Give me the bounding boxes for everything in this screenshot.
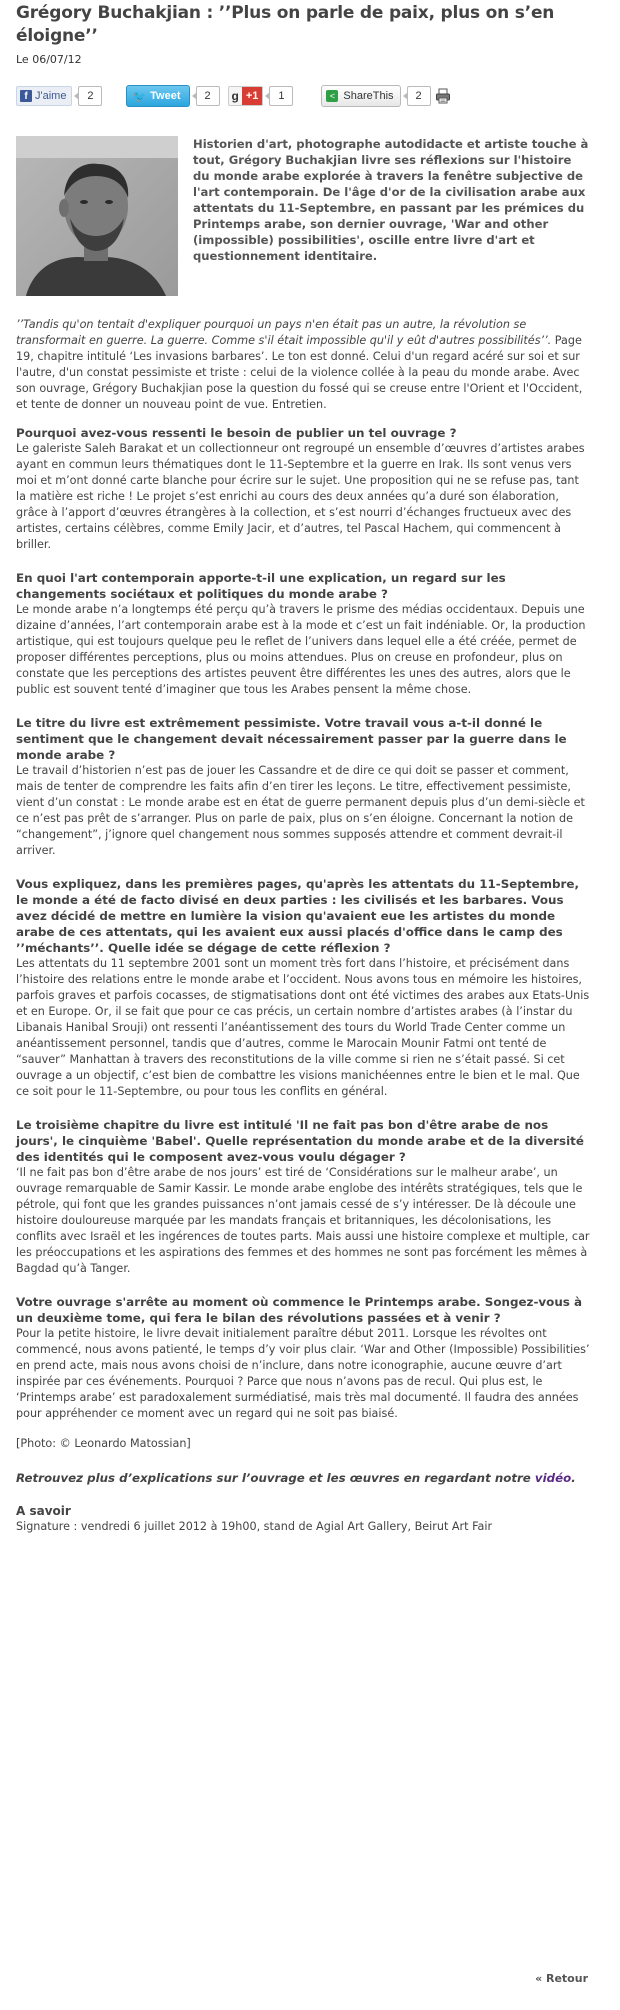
tweet-button[interactable] (126, 85, 189, 107)
answer: Pour la petite histoire, le livre devait initialement paraître début 2011. Lorsque les révoltes ont commencé, nous avons patienté, le temps d’y voir plus clair. ‘War and Other (Impossible) Possibilities’ en prend acte, mais nous avons choisi de n’inclure, dans notre iconographie, aucune œuvre d’art inspirée par ces événements. Pourquoi ? Parce que nous n’avons pas de recul. Qui plus est, le ‘Printemps arabe’ est paradoxalement surmédiatisé, mais très mal documenté. Il faudra des années pour appréhender ce moment avec un regard qui ne soit pas biaisé. (16, 1327, 590, 1420)
answer: Le galeriste Saleh Barakat et un collectionneur ont regroupé un ensemble d’œuvres d’artistes arabes ayant en commun leurs thématiques dont le 11-Septembre et la guerre en Irak. Ils sont venus vers moi et m’ont donné carte blanche pour écrire sur le sujet. Une proposition qui ne se refuse pas, tant la matière est riche ! Le projet s’est enrichi au cours des deux années qu’a duré son élaboration, grâce à l’apport d’œuvres étrangères à la collection, et s’est nourri d’échanges fructueux avec des artistes, certains célèbres, comme Emily Jacir, et d’autres, tel Pascal Hachem, qui commencent à briller. (16, 442, 585, 551)
qa-block (16, 425, 590, 553)
qa-block (16, 715, 590, 859)
answer: Le travail d’historien n’est pas de jouer les Cassandre et de dire ce qui doit se passer et comment, mais de tenter de comprendre les faits afin d’en tirer les leçons. Le titre, effectivement pessimiste, vient d’un constat : Le monde arabe est en état de guerre permanent depuis plus d’un demi-siècle et ce n’est pas prêt de s’arranger. Plus on parle de paix, plus on s’en éloigne. Concernant la notion de “changement”, j’ignore quel changement nous sommes supposés attendre et comment devrait-il arriver. (16, 764, 585, 857)
share-bar (16, 83, 590, 109)
retour-link[interactable]: « Retour (535, 1972, 588, 1985)
question: En quoi l'art contemporain apporte-t-il une explication, un regard sur les changements sociétaux et politiques du monde arabe ? (16, 571, 506, 601)
qa-block (16, 1294, 590, 1422)
google-plus-label: +1 (242, 87, 263, 105)
article-date: Le 06/07/12 (16, 53, 82, 66)
article-title: Grégory Buchakjian : ’’Plus on parle de paix, plus on s’en éloigne’’ (16, 3, 555, 46)
question: Le titre du livre est extrêmement pessimiste. Votre travail vous a-t-il donné le sentiment que le changement devait nécessairement passer par la guerre dans le monde arabe ? (16, 716, 567, 762)
question: Votre ouvrage s'arrête au moment où commence le Printemps arabe. Songez-vous à un deuxième tome, qui fera le bilan des révolutions passées et à venir ? (16, 1295, 583, 1325)
a-savoir-heading: A savoir (16, 1504, 71, 1518)
twitter-icon: 🐦 (132, 90, 147, 103)
lead-paragraph (16, 317, 590, 413)
tweet-label: Tweet (150, 90, 181, 102)
answer: Le monde arabe n’a longtemps été perçu qu’à travers le prisme des médias occidentaux. Depuis une dizaine d’années, l’art contemporain arabe est à la mode et c’est un fait indéniable. Or, la production artistique, qui est toujours quelque peu le reflet de l’univers dans lequel elle a été créée, permet de proposer différentes perceptions, plus ou moins attendues. Plus on creuse en profondeur, plus on constate que les perceptions des artistes peuvent être différentes les unes des autres, alors que le public est souvent tenté d’imaginer que tous les Arabes pensent la même chose. (16, 603, 586, 696)
lead-text: Page 19, chapitre intitulé ‘Les invasions barbares’. Le ton est donné. Celui d'un regard acéré sur soi et sur l'autre, d'un constat pessimiste et triste : celui de la violence collée à la peau du monde arabe. Avec son ouvrage, Grégory Buchakjian pose la question du fossé qui se creuse entre l'Orient et l'Occident, et tente de donner un nouveau point de vue. Entretien. (16, 334, 583, 411)
video-callout-end: . (571, 1471, 576, 1485)
qa-block (16, 876, 590, 1100)
sharethis-count: 2 (407, 86, 431, 106)
a-savoir-text: Signature : vendredi 6 juillet 2012 à 19h00, stand de Agial Art Gallery, Beirut Art Fair (16, 1520, 493, 1533)
video-link[interactable]: vidéo (534, 1471, 572, 1485)
facebook-like-label: J'aime (35, 90, 67, 102)
facebook-like-button[interactable] (16, 86, 72, 106)
lead-quote: ’’Tandis qu'on tentait d'expliquer pourquoi un pays n'en était pas un autre, la révolution se transformait en guerre. La guerre. Comme s'il était impossible qu'il y eût d'autres possibilités’’. (16, 318, 552, 347)
google-plus-icon: g (231, 89, 239, 103)
intro-paragraph: Historien d'art, photographe autodidacte et artiste touche à tout, Grégory Buchakjian livre ses réflexions sur l'histoire du monde arabe explorée à travers la fenêtre subjective de l'art contemporain. De l'âge d'or de la civilisation arabe aux attentats du 11-Septembre, en passant par les prémices du Printemps arabe, son dernier ouvrage, 'War and other (impossible) possibilities', oscille entre livre d'art et questionnement identitaire. (193, 137, 589, 263)
photo-credit: [Photo: © Leonardo Matossian] (16, 1437, 191, 1450)
tweet-count: 2 (196, 86, 220, 106)
qa-block (16, 1117, 590, 1277)
question: Le troisième chapitre du livre est intitulé 'Il ne fait pas bon d'être arabe de nos jours', le cinquième 'Babel'. Quelle représentation du monde arabe et de la diversité des identités qui le composent avez-vous voulu dégager ? (16, 1118, 584, 1164)
facebook-icon: f (20, 90, 32, 102)
video-callout (16, 1470, 590, 1486)
question: Vous expliquez, dans les premières pages, qu'après les attentats du 11-Septembre, le monde a été de facto divisé en deux parties : les civilisés et les barbares. Vous avez décidé de mettre en lumière la vision qu'avaient eue les artistes du monde arabe de ces attentats, qui les avaient eux aussi placés d'office dans le camp des ’’méchants’’. Quelle idée se dégage de cette réflexion ? (16, 877, 579, 955)
video-callout-text: Retrouvez plus d’explications sur l’ouvrage et les œuvres en regardant notre (16, 1471, 535, 1485)
answer: Les attentats du 11 septembre 2001 sont un moment très fort dans l’histoire, et précisément dans l’histoire des relations entre le monde arabe et l’occident. Nous avons tous en mémoire les histoires, parfois graves et parfois cocasses, de stigmatisations dont ont été victimes des arabes aux Etats-Unis et en Europe. Or, il se fait que pour ce cas précis, un certain nombre d’artistes arabes (à l’instar du Libanais Hanibal Srouji) ont ressenti l’anéantissement des tours du World Trade Center comme un anéantissement personnel, tandis que d’autres, comme le Marocain Mounir Fatmi ont tenté de “sauver” Manhattan à travers des reconstitutions de la ville comme si rien ne s’était passé. Si cet ouvrage a un objectif, c’est bien de combattre les visions manichéennes entre le bien et le mal. Que ce soit pour le 11-Septembre, ou pour tous les conflits en général. (16, 957, 590, 1098)
qa-block (16, 570, 590, 698)
print-icon[interactable] (435, 88, 451, 104)
sharethis-icon: < (326, 90, 338, 102)
google-plus-count: 1 (269, 86, 293, 106)
facebook-like-count: 2 (78, 86, 102, 106)
answer: ‘Il ne fait pas bon d’être arabe de nos jours’ est tiré de ‘Considérations sur le malheur arabe’, un ouvrage remarquable de Samir Kassir. Le monde arabe englobe des intérêts stratégiques, tels que le pétrole, qui font que les grandes puissances n’ont jamais cessé de s’y intéresser. De là découle une histoire douloureuse marquée par les mandats français et britanniques, les décolonisations, les conflits avec Israël et les ingérences de toutes parts. Mais aussi une histoire complexe et multiple, car les préoccupations et les aspirations des femmes et des hommes ne sont pas forcément les mêmes à Bagdad qu’à Tanger. (16, 1166, 590, 1275)
question: Pourquoi avez-vous ressenti le besoin de publier un tel ouvrage ? (16, 426, 457, 440)
google-plus-button[interactable] (228, 86, 264, 106)
sharethis-button[interactable] (321, 85, 400, 107)
intro-section (16, 136, 590, 296)
sharethis-label: ShareThis (343, 90, 394, 102)
author-portrait (16, 136, 178, 296)
